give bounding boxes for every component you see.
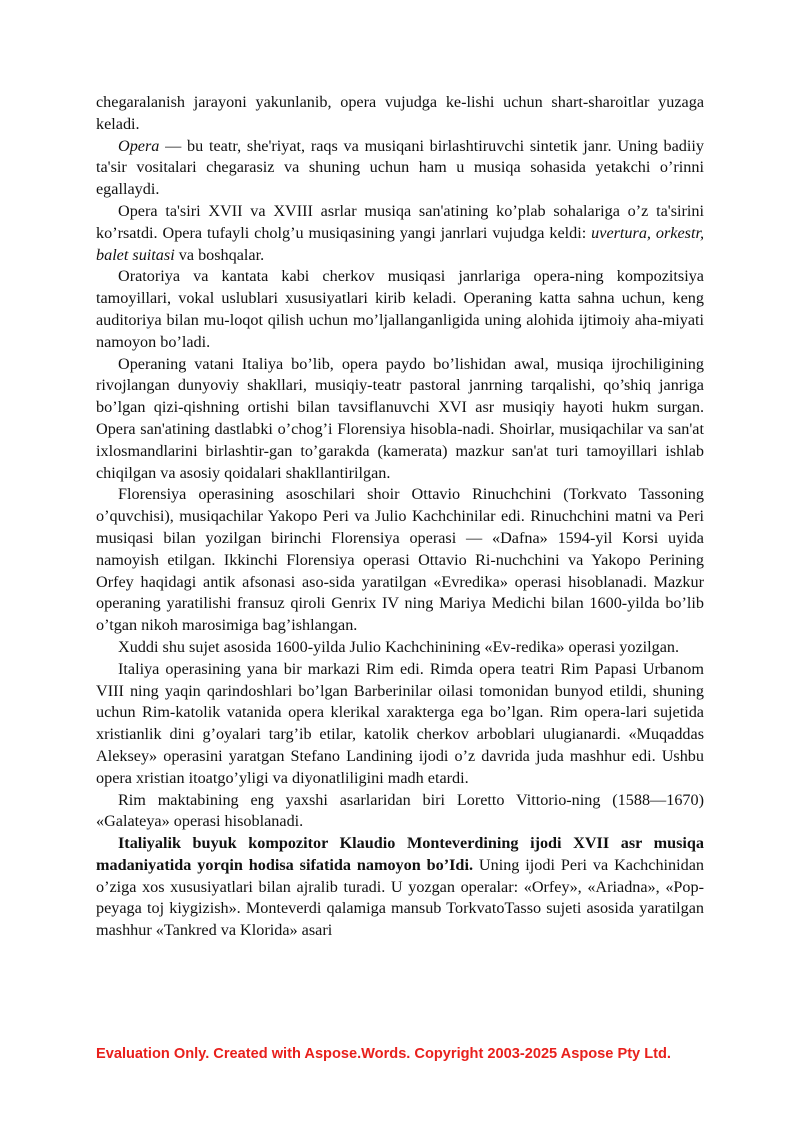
paragraph-1: chegaralanish jarayoni yakunlanib, opera vujudga ke-lishi uchun shart-sharoitlar yuzaga keladi. <box>96 93 704 133</box>
paragraph-italy: Operaning vatani Italiya bo’lib, opera paydo bo’lishidan awal, musiqa ijrochiligining rivojlangan dunyoviy shakllari, musiqiy-teatr pastoral janrning tarqalishi, qo’shiq janriga bo’lgan qizi-qishning ortishi bilan tavsiflanuvchi XVI asr musiqiy hayoti hukm surgan. Opera san'atining dastlabki o’chog’i Florensiya hisobla-nadi. Shoirlar, musiqachilar va san'at ixlosmandlarini birlashtir-gan to’garakda (kamerata) mazkur san'at turi tamoyillari ishlab chiqilgan va asosiy qoidalari shakllantirilgan. <box>96 354 704 482</box>
paragraph-opera-influence <box>96 201 704 266</box>
paragraph-oratoria: Oratoriya va kantata kabi cherkov musiqasi janrlariga opera-ning kompozitsiya tamoyillari, vokal uslublari xususiyatlari kirib keladi. Operaning katta sahna uchun, keng auditoriya bilan mu-loqot qilish uchun mo’ljallanganligida uning alohida ijtimoiy aha-miyati namoyon bo’ladi. <box>96 267 704 351</box>
paragraph-opera-definition-text: — bu teatr, she'riyat, raqs va musiqani birlashtiruvchi sintetik janr. Uning badiiy ta'sir vositalari chegarasiz va shuning uchun ham u musiqa sohasida yetakchi o’rinni egallaydi. <box>96 136 704 199</box>
document-body <box>96 92 704 942</box>
paragraph-monteverdi-text: Uning ijodi Peri va Kachchinidan o’ziga xos xususiyatlari bilan ajralib turadi. U yozgan operalar: «Orfey», «Ariadna», «Pop-peyaga toj kiygizish». Monteverdi qalamiga mansub TorkvatoTasso sujeti asosida yaratilgan mashhur «Tankred va Klorida» asari <box>96 855 704 940</box>
paragraph-opera-influence-text: Opera ta'siri XVII va XVIII asrlar musiqa san'atining ko’plab sohalariga o’z ta'sirini ko’rsatdi. Opera tufayli cholg’u musiqasining yangi janrlari vujudga keldi: <box>96 201 704 242</box>
paragraph-rome-school: Rim maktabining eng yaxshi asarlaridan biri Loretto Vittorio-ning (1588—1670) «Galateya» operasi hisoblanadi. <box>96 790 704 831</box>
paragraph-rome: Italiya operasining yana bir markazi Rim edi. Rimda opera teatri Rim Papasi Urbanom VIII ning yaqin qarindoshlari bo’lgan Barberinilar oilasi tomonidan bunyod etildi, shuning uchun Rim-katolik vatanida opera klerikal xarakterga ega bo’lgan. Rim opera-lari sujetida xristianlik dini g’oyalari targ’ib etilar, katolik cherkov arboblari ulugianardi. «Muqaddas Aleksey» operasini yaratgan Stefano Landining ijodi o’z davrida juda mashhur edi. Ushbu opera xristian itoatgo’yligi va diyonatliligini madh etardi. <box>96 659 704 787</box>
italic-genres: uvertura, orkestr, balet suitasi <box>96 223 704 264</box>
paragraph-kachchini: Xuddi shu sujet asosida 1600-yilda Julio Kachchinining «Ev-redika» operasi yozilgan. <box>118 637 680 656</box>
evaluation-watermark: Evaluation Only. Created with Aspose.Words. Copyright 2003-2025 Aspose Pty Ltd. <box>96 1046 671 1062</box>
paragraph-opera-definition <box>96 136 704 201</box>
paragraph-monteverdi <box>96 833 704 942</box>
term-opera: Opera <box>118 136 160 155</box>
paragraph-florence: Florensiya operasining asoschilari shoir Ottavio Rinuchchini (Torkvato Tassoning o’quvchisi), musiqachilar Yakopo Peri va Julio Kachchinilar edi. Rinuchchini matni va Peri musiqasi bilan yozilgan birinchi Florensiya operasi — «Dafna» 1594-yil Korsi uyida namoyish etilgan. Ikkinchi Florensiya operasi Ottavio Ri-nuchchini va Yakopo Perining Orfey haqidagi antik afsonasi aso-sida yaratilgan «Evredika» operasi hisoblanadi. Mazkur operaning yaratilishi fransuz qiroli Genrix IV ning Mariya Medichi bilan 1600-yilda bo’lib o’tgan nikoh marosimiga bag’ishlangan. <box>96 485 704 635</box>
paragraph-opera-influence-end: va boshqalar. <box>174 245 265 264</box>
bold-monteverdi: Italiyalik buyuk kompozitor Klaudio Monteverdining ijodi XVII asr musiqa madaniyatida yorqin hodisa sifatida namoyon bo’Idi. <box>96 834 704 874</box>
